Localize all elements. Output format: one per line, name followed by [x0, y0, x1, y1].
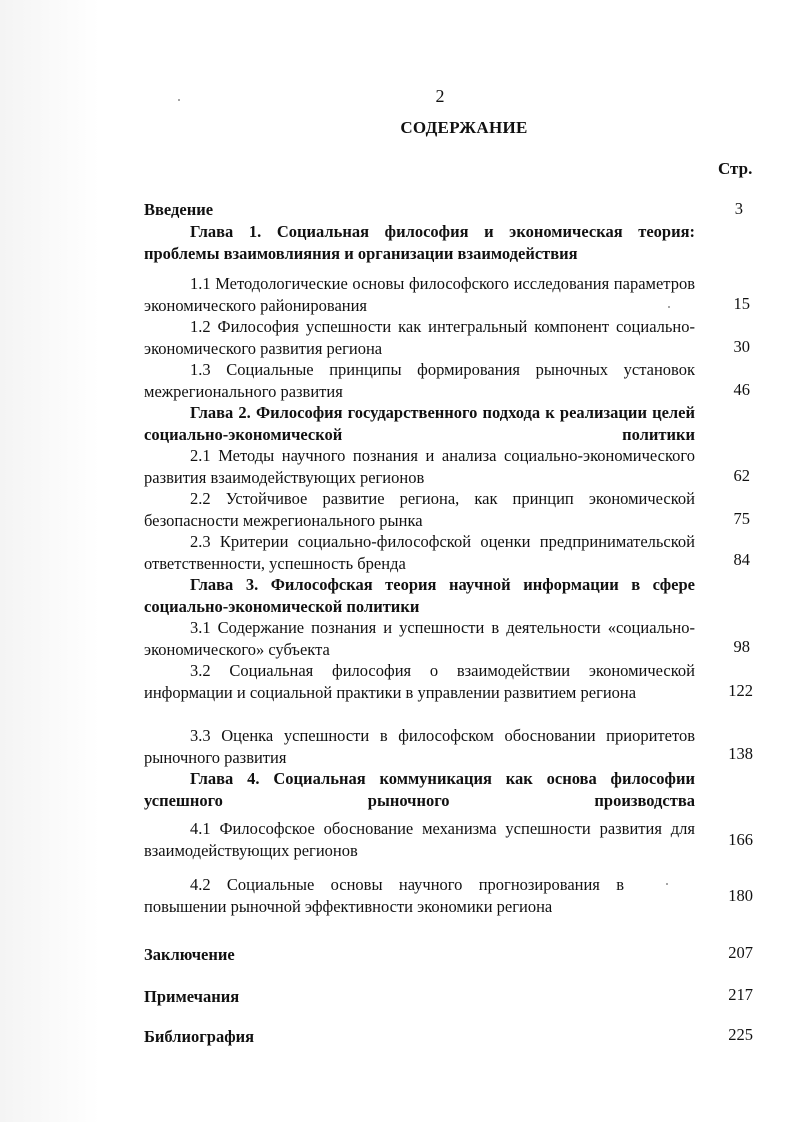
- toc-entry-conclusion: Заключение: [144, 945, 235, 964]
- toc-entry-bibliography: Библиография: [144, 1027, 255, 1046]
- toc-page-bibliography: 225: [728, 1025, 753, 1044]
- toc-page-section-3-2: 122: [728, 681, 753, 700]
- toc-entry-section-3-3: 3.3 Оценка успешности в философском обосновании приоритетов рыночного развития: [144, 726, 695, 767]
- toc-page-section-4-2: 180: [728, 886, 753, 905]
- toc-entry-introduction: Введение: [144, 200, 214, 219]
- toc-page-notes: 217: [728, 985, 753, 1004]
- toc-page-section-1-1: 15: [733, 294, 750, 313]
- toc-entry-section-3-2: 3.2 Социальная философия о взаимодействии экономической информации и социальной практики в управлении развитием региона: [144, 661, 695, 702]
- toc-page-section-4-1: 166: [728, 830, 753, 849]
- toc-entry-section-4-1: 4.1 Философское обоснование механизма успешности развития для взаимодействующих регионов: [144, 819, 695, 860]
- toc-page-section-3-1: 98: [733, 637, 750, 656]
- toc-entry-section-1-3: 1.3 Социальные принципы формирования рыночных установок межрегионального развития: [144, 360, 695, 401]
- toc-page-section-2-2: 75: [733, 509, 750, 528]
- toc-page-section-3-3: 138: [728, 744, 753, 763]
- page-column-header: Стр.: [718, 159, 753, 178]
- toc-entry-section-1-2: 1.2 Философия успешности как интегральный компонент социально-экономического развития региона: [144, 317, 695, 358]
- toc-entry-notes: Примечания: [144, 987, 240, 1006]
- toc-entry-chapter-2: Глава 2. Философия государственного подхода к реализации целей социально-экономической политики: [144, 403, 695, 444]
- scan-speck: [668, 306, 670, 308]
- toc-entry-section-4-2: 4.2 Социальные основы научного прогнозирования в повышении рыночной эффективности экономики региона: [144, 875, 624, 916]
- toc-entry-section-1-1: 1.1 Методологические основы философского исследования параметров экономического районирования: [144, 274, 695, 315]
- toc-entry-chapter-3: Глава 3. Философская теория научной информации в сфере социально-экономической политики: [144, 575, 695, 616]
- scan-speck: [178, 99, 180, 101]
- toc-entry-chapter-4: Глава 4. Социальная коммуникация как основа философии успешного рыночного производства: [144, 769, 695, 810]
- toc-entry-section-2-2: 2.2 Устойчивое развитие региона, как принцип экономической безопасности межрегионального рынка: [144, 489, 695, 530]
- toc-entry-section-3-1: 3.1 Содержание познания и успешности в деятельности «социально-экономического» субъекта: [144, 618, 695, 659]
- toc-page-introduction: 3: [734, 199, 743, 218]
- toc-page-section-1-3: 46: [733, 380, 750, 399]
- toc-entry-section-2-1: 2.1 Методы научного познания и анализа социально-экономического развития взаимодействующих регионов: [144, 446, 695, 487]
- toc-page-section-1-2: 30: [733, 337, 750, 356]
- toc-page-section-2-1: 62: [733, 466, 750, 485]
- page-title: СОДЕРЖАНИЕ: [400, 118, 528, 137]
- toc-page-section-2-3: 84: [733, 550, 750, 569]
- toc-entry-chapter-1: Глава 1. Социальная философия и экономическая теория: проблемы взаимовлияния и организации взаимодействия: [144, 222, 695, 263]
- toc-entry-section-2-3: 2.3 Критерии социально-философской оценки предпринимательской ответственности, успешность бренда: [144, 532, 695, 573]
- toc-page-conclusion: 207: [728, 943, 753, 962]
- scan-speck: [666, 883, 668, 885]
- page-number: 2: [435, 86, 445, 106]
